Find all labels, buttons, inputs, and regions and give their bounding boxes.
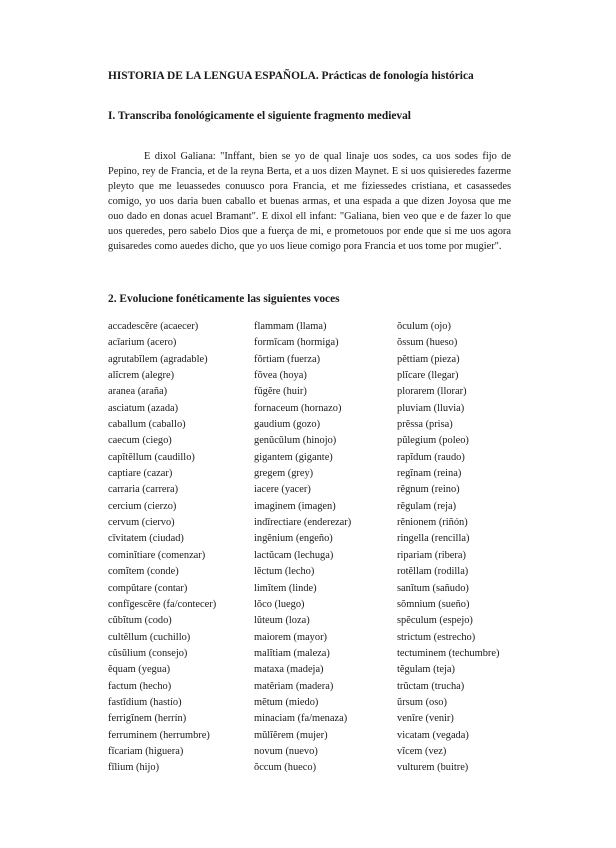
word-item: novum (nuevo): [254, 745, 318, 757]
word-item: mataxa (madeja): [254, 664, 324, 676]
word-item: maiorem (mayor): [254, 631, 327, 643]
word-item: pluviam (lluvia): [397, 402, 465, 414]
word-item: fīcariam (higuera): [108, 745, 184, 757]
title-subtitle: Prácticas de fonología histórica: [321, 70, 474, 82]
word-item: mĕtum (miedo): [254, 696, 319, 708]
word-item: ŏssum (hueso): [397, 337, 458, 349]
word-item: regĭnam (reina): [397, 468, 462, 480]
word-item: capĭtĕllum (caudillo): [108, 451, 195, 463]
word-list-column-1: [108, 319, 216, 777]
section-1-heading: I. Transcriba fonológicamente el siguiente fragmento medieval: [108, 110, 411, 122]
word-item: mŭlĭĕrem (mujer): [254, 729, 328, 741]
word-item: trŭctam (trucha): [397, 680, 465, 692]
word-item: lŭteum (loza): [254, 615, 310, 627]
word-item: sanĭtum (sañudo): [397, 582, 469, 594]
word-item: caecum (ciego): [108, 435, 172, 447]
word-item: accadescĕre (acaecer): [108, 321, 199, 332]
word-item: fŏvea (hoya): [254, 370, 307, 382]
word-item: minaciam (fa/menaza): [254, 713, 348, 725]
title-main: HISTORIA DE LA LENGUA ESPAÑOLA.: [108, 70, 319, 82]
word-item: rapĭdum (raudo): [397, 451, 465, 463]
word-item: gaudium (gozo): [254, 419, 321, 431]
word-item: matĕriam (madera): [254, 680, 334, 692]
word-item: lŏco (luego): [254, 598, 305, 610]
word-item: comĭtem (conde): [108, 566, 179, 578]
word-item: cervum (ciervo): [108, 517, 175, 529]
word-item: tectuminem (techumbre): [397, 647, 500, 659]
word-item: tĕgulam (teja): [397, 664, 455, 676]
word-item: rotĕllam (rodilla): [397, 566, 469, 578]
word-item: ringella (rencilla): [397, 533, 470, 545]
word-item: limĭtem (linde): [254, 582, 317, 594]
word-item: cultĕllum (cuchillo): [108, 631, 191, 643]
word-item: formīcam (hormiga): [254, 337, 339, 349]
word-item: aranea (araña): [108, 386, 168, 398]
word-item: ĕquam (yegua): [108, 664, 171, 676]
word-item: prĕssa (prisa): [397, 419, 453, 431]
page-title: [108, 70, 578, 82]
word-item: cīvitatem (ciudad): [108, 533, 184, 545]
word-item: fīlium (hijo): [108, 762, 160, 774]
word-item: pĕttiam (pieza): [397, 353, 460, 365]
word-item: rĕnionem (riñón): [397, 517, 468, 529]
word-item: ferruminem (herrumbre): [108, 729, 210, 741]
word-item: sŏmnium (sueño): [397, 598, 470, 610]
word-item: gregem (grey): [254, 468, 314, 480]
word-item: vicatam (vegada): [397, 729, 469, 741]
section-2-heading: 2. Evolucione fonéticamente las siguientes voces: [108, 293, 340, 305]
word-item: gigantem (gigante): [254, 451, 333, 463]
word-item: carraria (carrera): [108, 484, 179, 496]
word-item: plĭcare (llegar): [397, 370, 459, 382]
word-item: fŭgĕre (huir): [254, 386, 307, 398]
word-item: agrutabĭlem (agradable): [108, 353, 208, 365]
word-item: ŭrsum (oso): [397, 696, 447, 708]
word-item: indīrectiare (enderezar): [254, 517, 352, 529]
word-item: compŭtare (contar): [108, 582, 188, 594]
word-item: cŭbĭtum (codo): [108, 615, 172, 627]
word-item: plorarem (llorar): [397, 386, 467, 398]
word-item: acīarium (acero): [108, 337, 177, 349]
word-item: vĭcem (vez): [397, 745, 447, 757]
word-item: fŏrtiam (fuerza): [254, 353, 321, 365]
word-item: fornaceum (hornazo): [254, 402, 342, 414]
word-item: strictum (estrecho): [397, 631, 476, 643]
word-item: spĕculum (espejo): [397, 615, 473, 627]
word-item: caballum (caballo): [108, 419, 186, 431]
word-item: captiare (cazar): [108, 468, 173, 480]
word-item: iacere (yacer): [254, 484, 311, 496]
word-item: confīgescĕre (fa/contecer): [108, 598, 217, 610]
word-item: fastīdium (hastío): [108, 696, 182, 708]
word-item: ŏccum (hueco): [254, 762, 317, 774]
word-item: ingĕnium (engeño): [254, 533, 333, 545]
word-item: ripariam (ribera): [397, 549, 466, 561]
word-item: flammam (llama): [254, 321, 327, 332]
word-item: cominĭtiare (comenzar): [108, 549, 206, 561]
word-list-column-3: [397, 319, 499, 777]
word-item: cŭsŭlium (consejo): [108, 647, 188, 659]
word-item: pŭlegium (poleo): [397, 435, 469, 447]
medieval-fragment-paragraph: E dixol Galiana: "Inffant, bien se yo de qual linaje uos sodes, ca uos sodes fijo de Pepino, rey de Francia, et de la reyna Berta, et a uos dizen Maynet. E si uos quisieredes fazerme pleyto que me leuassedes conuusco pora Francia, et me fiziessedes cristiana, et casassedes comigo, yo uos daria buen caballo et buenas armas, et una espada a que dizen Joyosa que me ouo dado en donas acuel Bramant". E dixol ell infant: "Galiana, bien veo que e de fazer lo que uos queredes, pero sabelo Dios que a fuerça de mi, e prometouos por ende que si me uos agora guisaredes como auedes dicho, que yo uos lieue comigo pora Francia et uos tome por mugier".: [108, 151, 511, 252]
word-item: lĕctum (lecho): [254, 566, 315, 578]
word-item: imaginem (imagen): [254, 500, 336, 512]
word-item: lactŭcam (lechuga): [254, 549, 334, 561]
word-item: alĭcrem (alegre): [108, 370, 175, 382]
word-item: rĕgulam (reja): [397, 500, 457, 512]
word-item: cercium (cierzo): [108, 500, 177, 512]
word-item: vulturem (buitre): [397, 762, 469, 774]
word-item: ŏculum (ojo): [397, 321, 451, 332]
word-item: malĭtiam (maleza): [254, 647, 330, 659]
word-item: asciatum (azada): [108, 402, 179, 414]
word-list-column-2: [254, 319, 351, 777]
word-item: ferrigĭnem (herrín): [108, 713, 187, 725]
word-item: venīre (venir): [397, 713, 454, 725]
word-item: factum (hecho): [108, 680, 172, 692]
word-item: genŭcŭlum (hinojo): [254, 435, 337, 447]
word-item: rĕgnum (reino): [397, 484, 460, 496]
